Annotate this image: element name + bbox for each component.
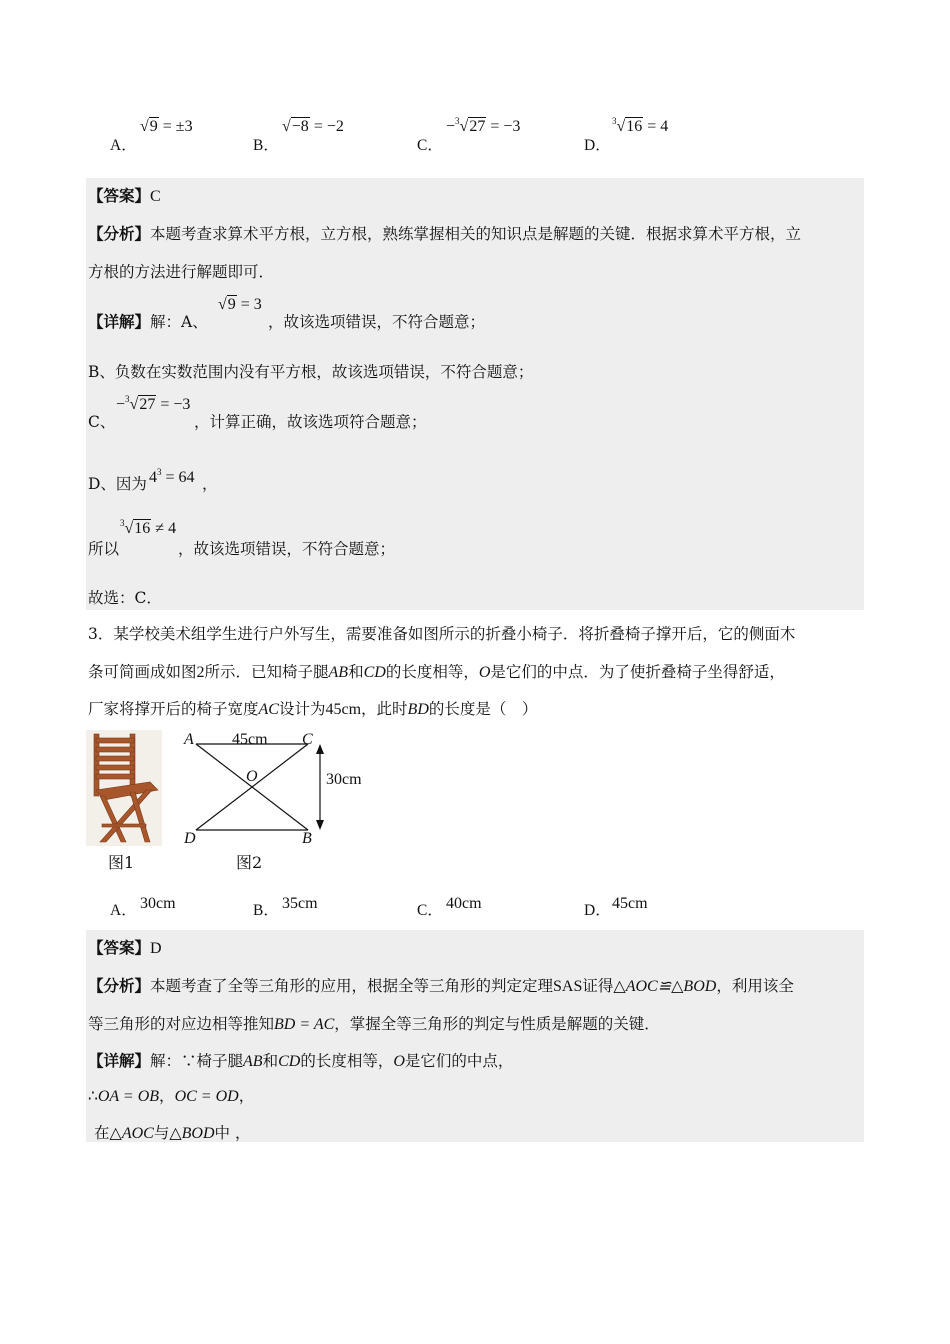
figure-2-label-c: C (302, 731, 313, 748)
figure-2-label-a: A (184, 731, 194, 748)
figure-2-label: 图2 (236, 853, 263, 872)
q2-detail-so-math: $^3$√16 ≠ 4 (120, 518, 177, 537)
q2-detail-d-post: ， (202, 475, 218, 493)
q2-detail-c-post: ，计算正确，故该选项符合题意； (194, 413, 427, 431)
folding-chair-image (86, 730, 162, 846)
q2-detail-a-math: √9 = 3 (218, 296, 262, 313)
q2-detail-d-math: $4^3 = 64$ (149, 467, 195, 486)
height-arrow-bottom (316, 820, 324, 830)
q3-option-d-letter: D． (584, 902, 611, 919)
q2-option-d-expr: $^3$√16 = 4 (612, 116, 669, 135)
q2-detail-d-pre: D、因为 (88, 475, 147, 493)
q2-detail-c-math: −$^3$√27 = −3 (116, 394, 191, 413)
q3-answer: 【答案】D (88, 938, 162, 957)
q3-option-c-value: 40cm (446, 895, 482, 912)
q3-option-a-letter: A． (110, 902, 137, 919)
q2-detail-c-pre: C、 (88, 413, 116, 431)
q2-option-c-expr: −$^3$√27 = −3 (446, 116, 521, 135)
figure-2-diagram (178, 730, 378, 850)
figure-2-label-top: 45cm (232, 731, 268, 748)
q2-analysis-line2: 方根的方法进行解题即可． (88, 263, 275, 281)
q2-analysis-line1: 【分析】本题考查求算术平方根，立方根，熟练掌握相关的知识点是解题的关键．根据求算术平方根，立 (88, 224, 802, 243)
q2-detail-a-post: ，故该选项错误，不符合题意； (268, 313, 486, 331)
q2-option-b-letter: B． (253, 137, 279, 154)
q2-detail-b: B、负数在实数范围内没有平方根，故该选项错误，不符合题意； (88, 363, 534, 381)
q2-choose: 故选：C． (88, 589, 162, 607)
q2-detail-a: 【详解】解：A、 (88, 312, 208, 331)
q2-option-b-expr: √−8 = −2 (282, 118, 344, 135)
q3-line1: 3．某学校美术组学生进行户外写生，需要准备如图所示的折叠小椅子．将折叠椅子撑开后，它的侧面木 (88, 625, 796, 643)
figure-1-label: 图1 (108, 853, 135, 872)
figure-2-label-o: O (246, 768, 258, 785)
q3-option-b-value: 35cm (282, 895, 318, 912)
q3-line3: 厂家将撑开后的椅子宽度AC设计为45cm，此时BD的长度是（ ） (88, 700, 538, 718)
q3-line2: 条可简画成如图2所示．已知椅子腿AB和CD的长度相等，O是它们的中点．为了使折叠椅子坐得舒适， (88, 663, 785, 681)
height-arrow-top (316, 744, 324, 754)
q2-detail-so-pre: 所以 (88, 540, 120, 558)
q3-detail-line2: ∴OA = OB，OC = OD， (88, 1087, 255, 1105)
q3-detail-line3: 在△AOC与△BOD中 ， (94, 1124, 251, 1142)
figure-2-label-d: D (184, 830, 196, 847)
figure-2-label-right: 30cm (326, 771, 362, 788)
q2-option-d-letter: D． (584, 137, 611, 154)
q3-option-d-value: 45cm (612, 895, 648, 912)
q3-option-b-letter: B． (253, 902, 279, 919)
q2-answer: 【答案】C (88, 186, 161, 205)
q3-analysis-line2: 等三角形的对应边相等推知BD = AC，掌握全等三角形的判定与性质是解题的关键． (88, 1015, 660, 1033)
q3-option-a-value: 30cm (140, 895, 176, 912)
q3-solution-block (86, 930, 864, 1142)
q3-option-c-letter: C． (417, 902, 443, 919)
q2-detail-so-post: ，故该选项错误，不符合题意； (178, 540, 396, 558)
q2-option-c-letter: C． (417, 137, 443, 154)
figure-2-label-b: B (302, 830, 312, 847)
q2-option-a-letter: A． (110, 137, 137, 154)
q3-detail-line1: 【详解】解：∵椅子腿AB和CD的长度相等，O是它们的中点， (88, 1051, 514, 1070)
q3-analysis-line1: 【分析】本题考查了全等三角形的应用，根据全等三角形的判定定理SAS证得△AOC≌△BOD，利用该全 (88, 976, 794, 995)
q2-option-a-expr: √9 = ±3 (140, 118, 193, 135)
